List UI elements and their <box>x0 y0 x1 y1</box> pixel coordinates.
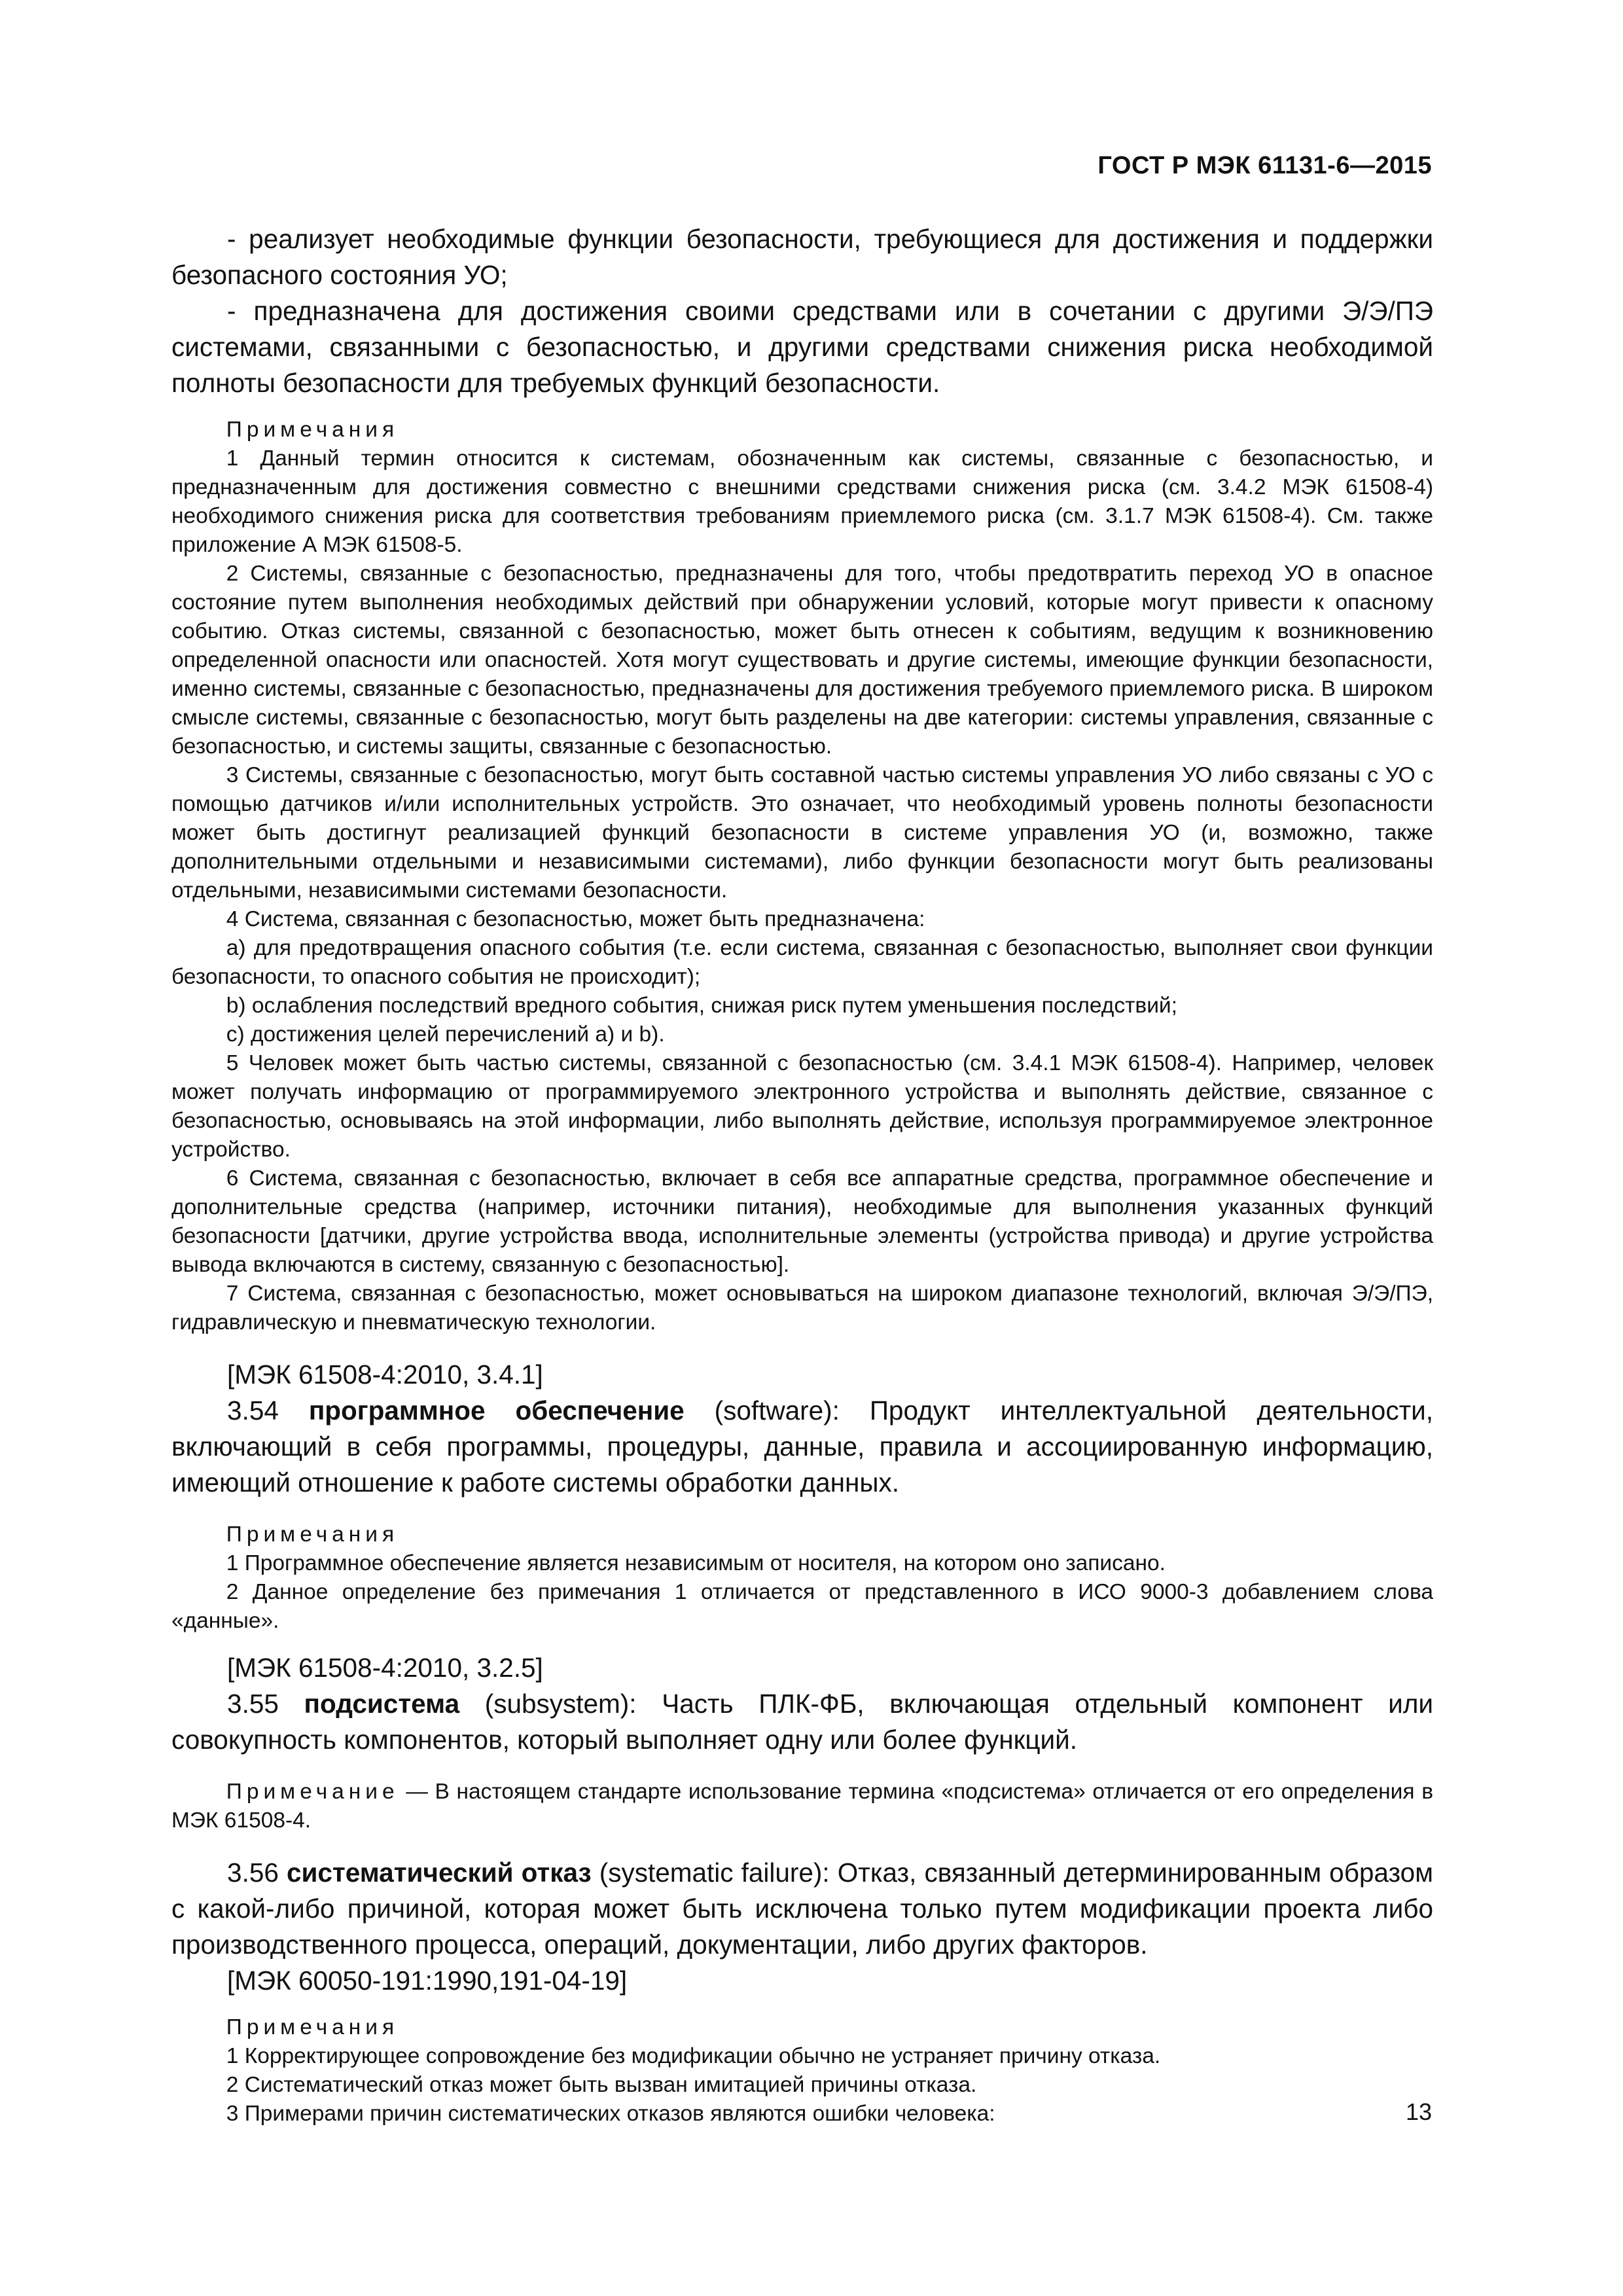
note-item: 1 Программное обеспечение является независимым от носителя, на котором оно записано. <box>226 1551 1166 1575</box>
note-item: 7 Система, связанная с безопасностью, может основываться на широком диапазоне технологий, включая Э/Э/ПЭ, гидравлическую и пневматическую технологии. <box>171 1282 1433 1335</box>
intro-item-2: - предназначена для достижения своими средствами или в сочетании с другими Э/Э/ПЭ системами, связанными с безопасностью, и другими средствами снижения риска необходимой полноты безопасности для требуемых функций безопасности. <box>171 296 1433 398</box>
term-text: Продукт интеллектуальной деятельности, включающий в себя программы, процедуры, данные, правила и ассоциированную информацию, имеющий отношение к работе системы обработки данных. <box>171 1395 1433 1498</box>
reference-citation: [МЭК 61508-4:2010, 3.2.5] <box>227 1653 543 1683</box>
intro-item-1: - реализует необходимые функции безопасности, требующиеся для достижения и поддержки безопасного состояния УО; <box>171 224 1433 290</box>
spacer <box>171 1835 1433 1855</box>
page-content <box>171 221 1433 2128</box>
reference-citation: [МЭК 60050-191:1990,191-04-19] <box>227 1965 628 1996</box>
page-number: 13 <box>1405 2098 1432 2125</box>
term-text: Часть ПЛК-ФБ, включающая отдельный компонент или совокупность компонентов, который выполняет одну или более функций. <box>171 1689 1433 1755</box>
term-name: программное обеспечение <box>308 1395 685 1426</box>
term-definition-3-55 <box>171 1686 1433 1758</box>
term-definition-3-56 <box>171 1855 1433 1963</box>
note-item: 3 Системы, связанные с безопасностью, могут быть составной частью системы управления УО либо связаны с УО с помощью датчиков и/или исполнительных устройств. Это означает, что необходимый уровень полноты безопасности может быть достигнут реализацией функций безопасности в системе управления УО (и, возможно, также дополнительными отдельными и независимыми системами), либо функции безопасности могут быть реализованы отдельными, независимыми системами безопасности. <box>171 763 1433 903</box>
term-english: (systematic failure): <box>599 1857 830 1888</box>
note-label: Примечание <box>226 1780 399 1804</box>
single-note <box>171 1778 1433 1835</box>
notes-heading: Примечания <box>226 2015 399 2039</box>
term-name: подсистема <box>304 1689 460 1719</box>
note-item: 4 Система, связанная с безопасностью, может быть предназначена: <box>226 907 925 931</box>
note-item: 5 Человек может быть частью системы, связанной с безопасностью (см. 3.4.1 МЭК 61508-4). Например, человек может получать информацию от программируемого электронного устройства и выполнять действие, связанное с безопасностью, основываясь на этой информации, либо выполнять действие, используя программируемое электронное устройство. <box>171 1051 1433 1162</box>
note-item: 6 Система, связанная с безопасностью, включает в себя все аппаратные средства, программное обеспечение и дополнительные средства (например, источники питания), необходимые для выполнения указанных функций безопасности [датчики, другие устройства ввода, исполнительные элементы (устройства привода) и другие устройства вывода включаются в систему, связанную с безопасностью]. <box>171 1166 1433 1277</box>
term-number: 3.56 <box>227 1857 279 1888</box>
note-item: b) ослабления последствий вредного события, снижая риск путем уменьшения последствий; <box>226 994 1177 1018</box>
spacer <box>171 1501 1433 1520</box>
note-item: 1 Данный термин относится к системам, обозначенным как системы, связанные с безопасностью, и предназначенным для достижения совместно с внешними средствами снижения риска (см. 3.4.2 МЭК 61508-4) необходимого снижения риска для соответствия требованиям приемлемого риска (см. 3.1.7 МЭК 61508-4). См. также приложение А МЭК 61508-5. <box>171 446 1433 557</box>
spacer <box>171 1758 1433 1778</box>
note-item: 2 Данное определение без примечания 1 отличается от представленного в ИСО 9000-3 добавлением слова «данные». <box>171 1580 1433 1633</box>
term-english: (subsystem): <box>484 1689 637 1719</box>
term-number: 3.54 <box>227 1395 279 1426</box>
term-text: Отказ, связанный детерминированным образом с какой-либо причиной, которая может быть исключена только путем модификации проекта либо производственного процесса, операций, документации, либо других факторов. <box>171 1857 1433 1960</box>
term-definition-3-54 <box>171 1393 1433 1501</box>
spacer <box>171 1636 1433 1650</box>
note-item: 2 Системы, связанные с безопасностью, предназначены для того, чтобы предотвратить переход УО в опасное состояние путем выполнения необходимых действий при обнаружении условий, которые могут привести к опасному событию. Отказ системы, связанной с безопасностью, может быть отнесен к событиям, ведущим к возникновению определенной опасности или опасностей. Хотя могут существовать и другие системы, имеющие функции безопасности, именно системы, связанные с безопасностью, предназначены для достижения требуемого приемлемого риска. В широком смысле системы, связанные с безопасностью, могут быть разделены на две категории: системы управления, связанные с безопасностью, и системы защиты, связанные с безопасностью. <box>171 562 1433 759</box>
spacer <box>171 1337 1433 1357</box>
note-item: 1 Корректирующее сопровождение без модификации обычно не устраняет причину отказа. <box>226 2044 1161 2068</box>
notes-heading: Примечания <box>226 418 399 442</box>
note-item: 2 Систематический отказ может быть вызван имитацией причины отказа. <box>226 2073 977 2097</box>
note-item: 3 Примерами причин систематических отказов являются ошибки человека: <box>226 2102 995 2126</box>
notes-heading: Примечания <box>226 1522 399 1547</box>
note-item: c) достижения целей перечислений a) и b). <box>226 1022 665 1047</box>
note-text: — В настоящем стандарте использование термина «подсистема» отличается от его определения в МЭК 61508-4. <box>171 1780 1433 1833</box>
term-name: систематический отказ <box>286 1857 592 1888</box>
spacer <box>171 1999 1433 2013</box>
term-english: (software): <box>714 1395 840 1426</box>
standard-id-header: ГОСТ Р МЭК 61131-6—2015 <box>1097 152 1432 179</box>
note-item: a) для предотвращения опасного события (т.е. если система, связанная с безопасностью, выполняет свои функции безопасности, то опасного события не происходит); <box>171 936 1433 989</box>
spacer <box>171 401 1433 416</box>
term-number: 3.55 <box>227 1689 279 1719</box>
reference-citation: [МЭК 61508-4:2010, 3.4.1] <box>227 1359 543 1390</box>
